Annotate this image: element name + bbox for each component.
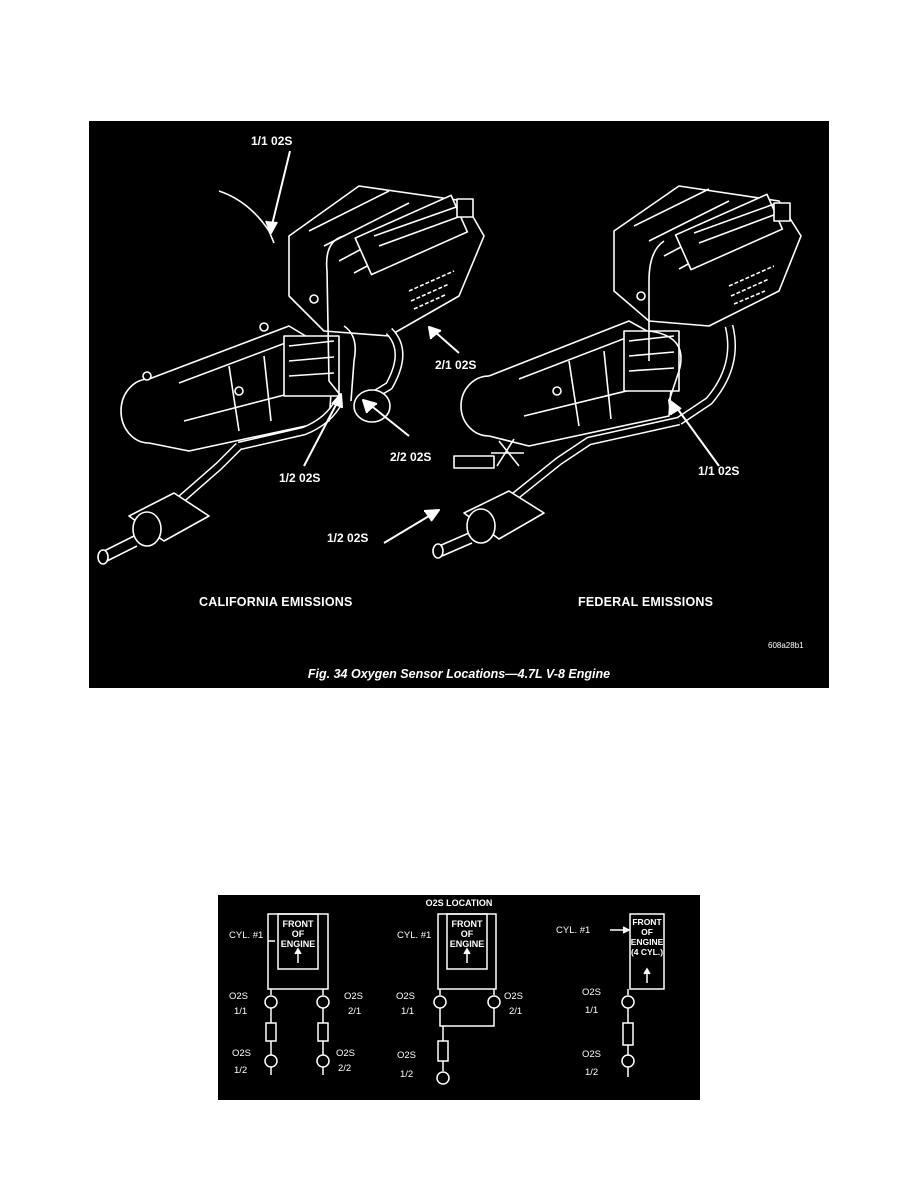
o2s-label: O2S: [582, 1049, 602, 1060]
o2s-position: 2/2: [338, 1063, 352, 1074]
cyl-1-label: CYL. #1: [556, 925, 591, 936]
front-of-engine-box: [278, 919, 318, 949]
box-line-engine: ENGINE: [280, 939, 316, 949]
cyl-1-label: CYL. #1: [397, 930, 432, 941]
o2s-location-diagram: [218, 895, 700, 1100]
box-line-engine: ENGINE: [449, 939, 485, 949]
o2s-position: 2/1: [348, 1006, 362, 1017]
o2s-position: 1/2: [400, 1069, 414, 1080]
o2s-label: O2S: [336, 1048, 356, 1059]
california-engine-drawing: [98, 186, 484, 564]
label-cal-1-1-o2s: 1/1 02S: [251, 134, 293, 148]
label-cal-1-2-o2s: 1/2 02S: [279, 471, 321, 485]
california-emissions-heading: CALIFORNIA EMISSIONS: [199, 595, 353, 609]
o2s-label: O2S: [232, 1048, 252, 1059]
box-line-engine: ENGINE: [630, 937, 664, 947]
figure-code: 608a28b1: [768, 641, 804, 650]
label-cal-2-1-o2s: 2/1 02S: [435, 358, 477, 372]
o2s-position: 1/1: [401, 1006, 415, 1017]
oxygen-sensor-figure: [89, 121, 829, 688]
cyl-1-label: CYL. #1: [229, 930, 264, 941]
box-line-front: FRONT: [451, 919, 483, 929]
o2s-position: 1/1: [234, 1006, 248, 1017]
o2s-label: O2S: [396, 991, 416, 1002]
box-line-of: OF: [460, 929, 474, 939]
federal-emissions-heading: FEDERAL EMISSIONS: [578, 595, 714, 609]
box-line-4-cyl: (4 CYL.): [630, 947, 664, 957]
o2s-label: O2S: [582, 987, 602, 998]
figure-caption: Fig. 34 Oxygen Sensor Locations—4.7L V-8 Engine: [307, 667, 611, 681]
o2s-label: O2S: [397, 1050, 417, 1061]
front-of-engine-box: [447, 919, 487, 949]
front-of-engine-box: [630, 917, 664, 957]
federal-engine-drawing: [433, 186, 801, 558]
box-line-of: OF: [641, 927, 653, 937]
o2s-label: O2S: [229, 991, 249, 1002]
box-line-of: OF: [291, 929, 305, 939]
box-line-front: FRONT: [282, 919, 314, 929]
label-fed-1-2-o2s: 1/2 02S: [327, 531, 369, 545]
label-fed-1-1-o2s: 1/1 02S: [698, 464, 740, 478]
o2s-location-title: O2S LOCATION: [425, 898, 493, 908]
o2s-label: O2S: [344, 991, 364, 1002]
label-cal-2-2-o2s: 2/2 02S: [390, 450, 432, 464]
o2s-position: 1/2: [585, 1067, 599, 1078]
o2s-label: O2S: [504, 991, 524, 1002]
o2s-position: 2/1: [509, 1006, 523, 1017]
o2s-position: 1/2: [234, 1065, 248, 1076]
o2s-position: 1/1: [585, 1005, 599, 1016]
box-line-front: FRONT: [632, 917, 662, 927]
